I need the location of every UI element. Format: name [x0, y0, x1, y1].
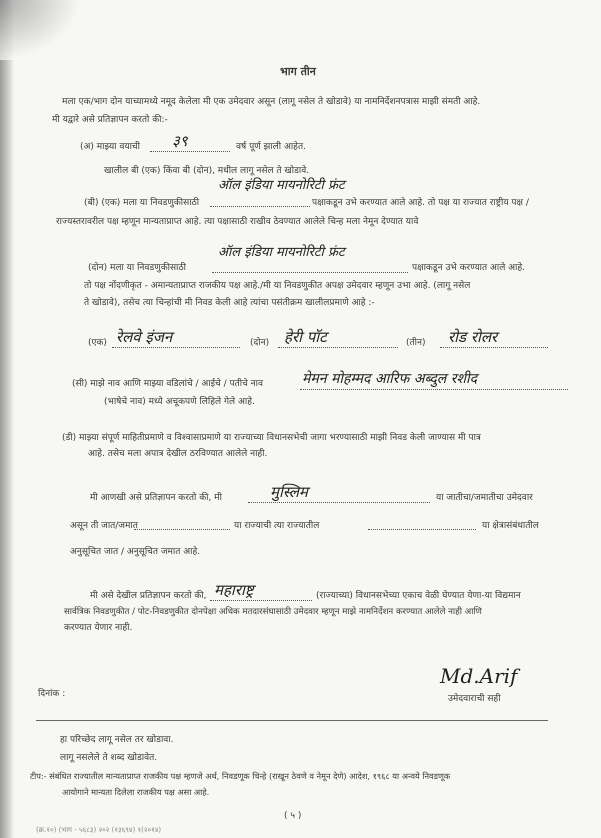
footnote-3a: टीप:- संबंधित राज्यातील मान्यताप्राप्त राजकीय पक्ष म्हणजे अर्थ, निवडणूक चिन्हे (राखून ठेवणे व नेमून देणे) आदेश, १९६८ या अन्वये निवडणूक — [30, 771, 451, 781]
signature-label: उमेदवाराची सही — [448, 694, 501, 704]
caste-blank-3 — [368, 529, 476, 530]
symbol-3-blank — [440, 347, 548, 348]
intro-line-2: मी यद्वारे असे प्रतिज्ञापन करतो की:- — [52, 115, 168, 125]
intro-line-1: मला एक/भाग दोन याच्यामध्ये नमूद केलेला मी एक उमेदवार असून (लागू नसेल ते खोडावे) या नामनिर्देशनपत्रास माझी संमती आहे. — [62, 97, 481, 107]
party-blank-2 — [212, 272, 408, 273]
caste-line-2a: असून ती जात/जमात — [70, 521, 138, 531]
b2-line-3: ते खोडावे), तसेच त्या चिन्हांची मी निवड केली आहे त्यांचा पसंतीक्रम खालीलप्रमाणे आहे :- — [84, 298, 375, 308]
age-blank — [150, 151, 230, 152]
caste-line-1a: मी आणखी असे प्रतिज्ञापन करतो की, मी — [90, 493, 222, 503]
candidate-signature: Md.Arif — [440, 664, 518, 688]
symbol-2-value: हेरी पॉट — [284, 328, 327, 346]
b2-line-1a: (दोन) मला या निवडणुकीसाठी — [88, 263, 186, 273]
symbol-3-value: रोड रोलर — [448, 328, 498, 346]
b2-line-1b: पक्षाकडून उभे करण्यात आले आहे. — [412, 263, 526, 273]
b1-line-1b: पक्षाकडून उभे करण्यात आले आहे. तो पक्ष या राज्यात राष्ट्रीय पक्ष / — [312, 198, 529, 208]
caste-value: मुस्लिम — [270, 483, 308, 501]
page-title: भाग तीन — [280, 65, 316, 78]
b-note: खालील बी (एक) किंवा बी (दोन), मधील लागू नसेल ते खोडावे. — [104, 166, 310, 176]
b2-line-2: तो पक्ष नोंदणीकृत - अमान्यताप्राप्त राजकीय पक्ष आहे./मी या निवडणुकीत अपक्ष उमेदवार म्हणून उभा आहे. (लागू नसेल — [84, 281, 471, 291]
d-line-1: (डी) माझ्या संपूर्ण माहितीप्रमाणे व विश्वासाप्रमाणे या राज्याच्या विधानसभेची जागा भरण्यासाठी माझी निवड केली जाण्यास मी पात्र — [62, 433, 481, 443]
caste-line-1b: या जातीचा/जमातीचा उमेदवार — [436, 493, 533, 503]
page-number: ( ५ ) — [284, 811, 302, 821]
age-suffix: वर्ष पूर्ण झाली आहेत. — [236, 142, 306, 152]
party-value-2: ऑल इंडिया मायनोरिटी फ्रंट — [218, 245, 345, 260]
caste-blank — [248, 502, 430, 503]
scan-shadow-top — [0, 0, 80, 60]
symbol-1-label: (एक) — [88, 338, 107, 348]
footnote-2: लागू नसलेले ते शब्द खोडावेत. — [60, 753, 158, 763]
symbol-1-value: रेलवे इंजन — [116, 328, 173, 346]
state-line-1a: मी असे देखील प्रतिज्ञापन करतो की, — [90, 591, 207, 601]
footer-reference: (क्र.१०) (भाग - ५६८३) २०२ (१३६९४) १(२०१४) — [36, 826, 162, 834]
symbol-3-label: (तीन) — [406, 338, 426, 348]
caste-line-2c: या क्षेत्रासंबंधातील — [482, 521, 539, 531]
name-line-2: (भाषेचे नाव) मध्ये अचूकपणे लिहिले गेले आहे. — [104, 397, 255, 407]
symbol-1-blank — [112, 347, 240, 348]
footnote-1: हा परिच्छेद लागू नसेल तर खोडावा. — [60, 735, 174, 745]
state-line-2: सार्वत्रिक निवडणुकीत / पोट-निवडणुकीत दोनपेक्षा अधिक मतदारसंघासाठी उमेदवार म्हणून माझे नामनिर्देशन करण्यात आलेले नाही आणि — [64, 607, 482, 617]
age-label: (अ) माझ्या वयाची — [80, 142, 140, 152]
caste-line-2b: या राज्याची त्या राज्यातील — [234, 521, 320, 531]
caste-blank-2 — [134, 529, 230, 530]
age-value: ३९ — [172, 132, 188, 150]
symbol-2-blank — [278, 347, 398, 348]
footnote-3b: आयोगाने मान्यता दिलेला राजकीय पक्ष असा आहे. — [62, 787, 210, 797]
party-value-1: ऑल इंडिया मायनोरिटी फ्रंट — [218, 178, 345, 193]
scan-shadow — [0, 0, 14, 838]
d-line-2: आहे. तसेच मला अपात्र देखील ठरविण्यात आलेले नाही. — [88, 449, 268, 459]
name-value: मेमन मोहम्मद आरिफ अब्दुल रशीद — [302, 371, 478, 387]
state-blank — [210, 600, 312, 601]
footnote-divider — [36, 720, 548, 721]
name-blank — [300, 389, 568, 390]
b1-line-1a: (बी) (एक) मला या निवडणुकीसाठी — [84, 198, 200, 208]
state-value: महाराष्ट्र — [214, 581, 254, 599]
state-line-3: करण्यात येणार नाही. — [64, 623, 133, 633]
party-blank-1 — [210, 206, 310, 207]
caste-line-3: अनुसूचित जात / अनुसूचित जमात आहे. — [70, 547, 201, 557]
date-label: दिनांक : — [38, 689, 66, 699]
name-label: (सी) माझे नाव आणि माझ्या वडिलांचे / आईचे / पतीचे नाव — [72, 379, 263, 389]
symbol-2-label: (दोन) — [250, 338, 270, 348]
b1-line-2: राज्यस्तरावरील पक्ष म्हणून मान्यताप्राप्त आहे. त्या पक्षासाठी राखीव ठेवण्यात आलेले चिन्ह मला नेमून देण्यात यावे — [56, 217, 419, 227]
state-line-1b: (राज्याच्या) विधानसभेच्या एकाच वेळी घेण्यात येणा-या विद्यमान — [316, 591, 521, 601]
